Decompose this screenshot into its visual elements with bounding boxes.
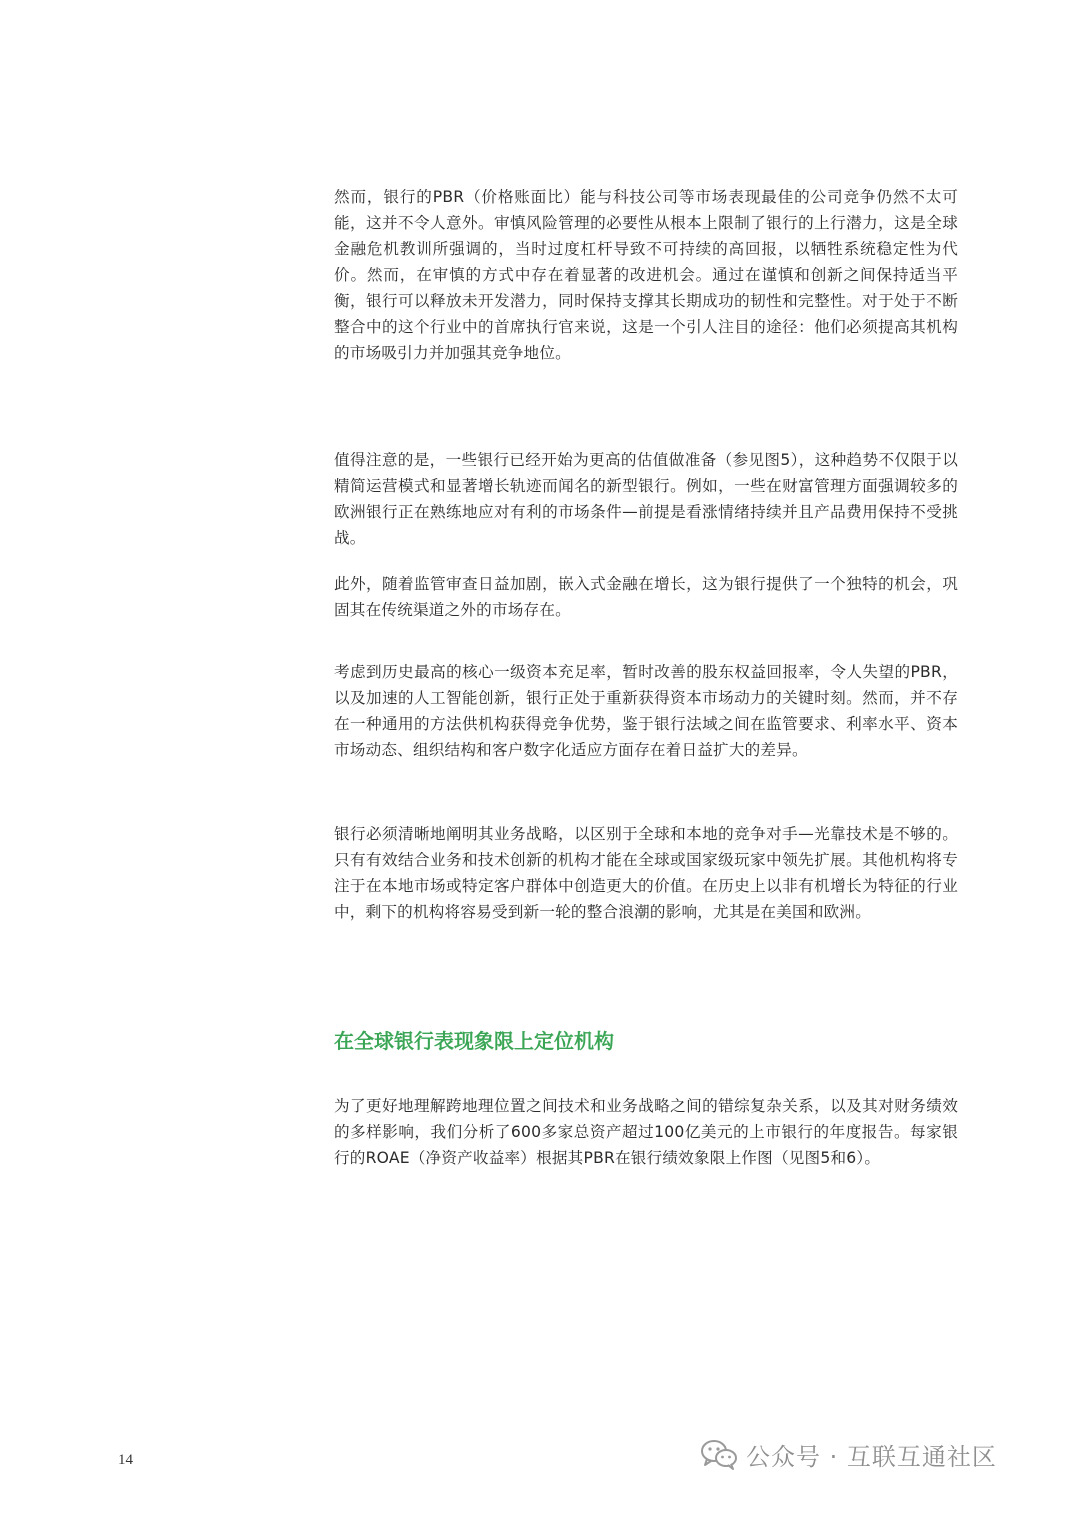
body-paragraph-1: 然而，银行的PBR（价格账面比）能与科技公司等市场表现最佳的公司竞争仍然不太可能，这并不令人意外。审慎风险管理的必要性从根本上限制了银行的上行潜力，这是全球金融危机教训所强调的，当时过度杠杆导致不可持续的高回报，以牺牲系统稳定性为代价。然而，在审慎的方式中存在着显著的改进机会。通过在谨慎和创新之间保持适当平衡，银行可以释放未开发潜力，同时保持支撑其长期成功的韧性和完整性。对于处于不断整合中的这个行业中的首席执行官来说，这是一个引人注目的途径：他们必须提高其机构的市场吸引力并加强其竞争地位。	[334, 188, 958, 362]
body-paragraph-6: 为了更好地理解跨地理位置之间技术和业务战略之间的错综复杂关系，以及其对财务绩效的多样影响，我们分析了600多家总资产超过100亿美元的上市银行的年度报告。每家银行的ROAE（净资产收益率）根据其PBR在银行绩效象限上作图（见图5和6）。	[334, 1097, 958, 1167]
page-number: 14	[118, 1452, 133, 1468]
body-paragraph-4: 考虑到历史最高的核心一级资本充足率，暂时改善的股东权益回报率，令人失望的PBR，以及加速的人工智能创新，银行正处于重新获得资本市场动力的关键时刻。然而，并不存在一种通用的方法供机构获得竞争优势，鉴于银行法域之间在监管要求、利率水平、资本市场动态、组织结构和客户数字化适应方面存在着日益扩大的差异。	[334, 663, 958, 759]
body-paragraph-5: 银行必须清晰地阐明其业务战略，以区别于全球和本地的竞争对手—光靠技术是不够的。只有有效结合业务和技术创新的机构才能在全球或国家级玩家中领先扩展。其他机构将专注于在本地市场或特定客户群体中创造更大的价值。在历史上以非有机增长为特征的行业中，剩下的机构将容易受到新一轮的整合浪潮的影响，尤其是在美国和欧洲。	[334, 825, 958, 921]
body-paragraph-3: 此外，随着监管审查日益加剧，嵌入式金融在增长，这为银行提供了一个独特的机会，巩固其在传统渠道之外的市场存在。	[334, 575, 958, 619]
watermark-text: 公众号 · 互联互通社区	[746, 1442, 997, 1471]
watermark	[700, 1434, 997, 1474]
section-heading: 在全球银行表现象限上定位机构	[334, 1029, 614, 1053]
body-paragraph-2: 值得注意的是，一些银行已经开始为更高的估值做准备（参见图5），这种趋势不仅限于以精简运营模式和显著增长轨迹而闻名的新型银行。例如，一些在财富管理方面强调较多的欧洲银行正在熟练地应对有利的市场条件—前提是看涨情绪持续并且产品费用保持不受挑战。	[334, 451, 958, 547]
wechat-icon	[700, 1438, 738, 1470]
